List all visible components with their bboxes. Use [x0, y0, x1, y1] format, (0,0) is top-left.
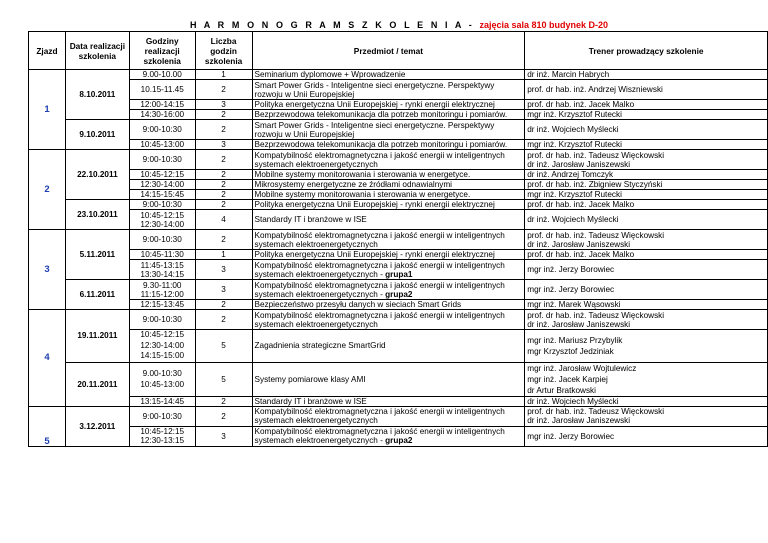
subject-cell: Kompatybilność elektromagnetyczna i jakość energii w inteligentnych systemach elektroenergetycznych - grupa2 — [252, 280, 525, 300]
table-row — [29, 330, 768, 363]
hours-cell: 9.00-10.00 — [129, 70, 195, 80]
count-cell: 3 — [195, 100, 252, 110]
trainer-cell: prof. dr hab. inż. Tadeusz Więckowski dr inż. Jarosław Janiszewski — [525, 150, 768, 170]
table-row — [29, 110, 768, 120]
count-cell: 1 — [195, 70, 252, 80]
count-cell: 2 — [195, 180, 252, 190]
subject-cell: Mobilne systemy monitorowania i sterowania w energetyce. — [252, 170, 525, 180]
hours-cell: 9:00-10:30 — [129, 150, 195, 170]
trainer-cell: dr inż. Wojciech Myślecki — [525, 210, 768, 230]
table-row — [29, 180, 768, 190]
count-cell: 4 — [195, 210, 252, 230]
hours-cell: 9.30-11:00 11:15-12:00 — [129, 280, 195, 300]
trainer-cell: mgr inż. Jerzy Borowiec — [525, 426, 768, 446]
table-row — [29, 200, 768, 210]
date-cell: 9.10.2011 — [65, 120, 129, 150]
date-cell: 22.10.2011 — [65, 150, 129, 200]
table-row — [29, 80, 768, 100]
trainer-cell: mgr inż. Krzysztof Rutecki — [525, 110, 768, 120]
table-row — [29, 210, 768, 230]
schedule-table — [28, 31, 768, 447]
trainer-cell: prof. dr hab. inż. Jacek Malko — [525, 200, 768, 210]
trainer-cell: prof. dr hab. inż. Tadeusz Więckowski dr inż. Jarosław Janiszewski — [525, 310, 768, 330]
count-cell: 3 — [195, 260, 252, 280]
subject-cell: Kompatybilność elektromagnetyczna i jakość energii w inteligentnych systemach elektroenergetycznych — [252, 310, 525, 330]
table-row — [29, 406, 768, 426]
hours-cell: 9:00-10:30 — [129, 200, 195, 210]
title-main: H A R M O N O G R A M S Z K O L E N I A - — [189, 20, 480, 30]
header-zjazd: Zjazd — [29, 32, 66, 70]
zjazd-number: 1 — [29, 70, 66, 150]
trainer-cell: dr inż. Wojciech Myślecki — [525, 396, 768, 406]
subject-cell: Smart Power Grids - Inteligentne sieci energetyczne. Perspektywy rozwoju w Unii Europejskiej — [252, 80, 525, 100]
count-cell: 2 — [195, 120, 252, 140]
subject-cell: Zagadnienia strategiczne SmartGrid — [252, 330, 525, 363]
subject-cell: Kompatybilność elektromagnetyczna i jakość energii w inteligentnych systemach elektroenergetycznych - grupa1 — [252, 260, 525, 280]
subject-cell: Standardy IT i branżowe w ISE — [252, 396, 525, 406]
zjazd-number: 3 — [29, 230, 66, 310]
trainer-cell: dr inż. Wojciech Myślecki — [525, 120, 768, 140]
count-cell: 2 — [195, 200, 252, 210]
subject-cell: Seminarium dyplomowe + Wprowadzenie — [252, 70, 525, 80]
table-row — [29, 100, 768, 110]
hours-cell: 10:45-12:15 12:30-14:00 14:15-15:00 — [129, 330, 195, 363]
trainer-cell: prof. dr hab. inż. Andrzej Wiszniewski — [525, 80, 768, 100]
date-cell: 19.11.2011 — [65, 310, 129, 363]
subject-cell: Smart Power Grids - Inteligentne sieci energetyczne. Perspektywy rozwoju w Unii Europejskiej — [252, 120, 525, 140]
trainer-cell: mgr inż. Jarosław Wojtulewicz mgr inż. Jacek Karpiej dr Artur Bratkowski — [525, 362, 768, 396]
trainer-cell: prof. dr hab. inż. Zbigniew Styczyński — [525, 180, 768, 190]
hours-cell: 10:45-12:15 — [129, 170, 195, 180]
subject-cell: Bezprzewodowa telekomunikacja dla potrzeb monitoringu i pomiarów. — [252, 140, 525, 150]
hours-cell: 13:15-14:45 — [129, 396, 195, 406]
count-cell: 2 — [195, 150, 252, 170]
hours-cell: 11:45-13:15 13:30-14:15 — [129, 260, 195, 280]
table-row — [29, 300, 768, 310]
table-row — [29, 260, 768, 280]
table-row — [29, 190, 768, 200]
count-cell: 2 — [195, 300, 252, 310]
hours-cell: 10:45-12:15 12:30-14:00 — [129, 210, 195, 230]
subject-cell: Mikrosystemy energetyczne ze źródłami odnawialnymi — [252, 180, 525, 190]
hours-cell: 14:15-15:45 — [129, 190, 195, 200]
zjazd-number: 4 — [29, 310, 66, 407]
table-row — [29, 140, 768, 150]
title-location: zajęcia sala 810 budynek D-20 — [479, 20, 609, 30]
date-cell: 3.12.2011 — [65, 406, 129, 446]
header-row — [29, 32, 768, 70]
hours-cell: 9:00-10:30 — [129, 230, 195, 250]
trainer-cell: mgr inż. Marek Wąsowski — [525, 300, 768, 310]
hours-cell: 9:00-10:30 — [129, 406, 195, 426]
count-cell: 5 — [195, 362, 252, 396]
trainer-cell: prof. dr hab. inż. Tadeusz Więckowski dr inż. Jarosław Janiszewski — [525, 230, 768, 250]
count-cell: 3 — [195, 280, 252, 300]
table-row — [29, 170, 768, 180]
hours-cell: 12:30-14:00 — [129, 180, 195, 190]
trainer-cell: mgr inż. Jerzy Borowiec — [525, 260, 768, 280]
table-row — [29, 120, 768, 140]
hours-cell: 10.15-11.45 — [129, 80, 195, 100]
count-cell: 1 — [195, 250, 252, 260]
page-title — [28, 20, 768, 30]
trainer-cell: dr inż. Marcin Habrych — [525, 70, 768, 80]
header-data: Data realizacji szkolenia — [65, 32, 129, 70]
hours-cell: 9.00-10:30 10:45-13:00 — [129, 362, 195, 396]
date-cell: 20.11.2011 — [65, 362, 129, 406]
count-cell: 2 — [195, 110, 252, 120]
subject-cell: Bezprzewodowa telekomunikacja dla potrzeb monitoringu i pomiarów. — [252, 110, 525, 120]
count-cell: 5 — [195, 330, 252, 363]
table-row — [29, 396, 768, 406]
subject-cell: Kompatybilność elektromagnetyczna i jakość energii w inteligentnych systemach elektroenergetycznych — [252, 150, 525, 170]
table-row — [29, 280, 768, 300]
header-trener: Trener prowadzący szkolenie — [525, 32, 768, 70]
subject-cell: Kompatybilność elektromagnetyczna i jakość energii w inteligentnych systemach elektroenergetycznych - grupa2 — [252, 426, 525, 446]
trainer-cell: prof. dr hab. inż. Jacek Malko — [525, 250, 768, 260]
header-przedmiot: Przedmiot / temat — [252, 32, 525, 70]
trainer-cell: mgr inż. Krzysztof Rutecki — [525, 140, 768, 150]
table-row — [29, 70, 768, 80]
subject-cell: Polityka energetyczna Unii Europejskiej - rynki energii elektrycznej — [252, 250, 525, 260]
table-row — [29, 362, 768, 396]
table-row — [29, 250, 768, 260]
date-cell: 23.10.2011 — [65, 200, 129, 230]
count-cell: 2 — [195, 190, 252, 200]
count-cell: 2 — [195, 230, 252, 250]
hours-cell: 9:00-10:30 — [129, 120, 195, 140]
count-cell: 2 — [195, 170, 252, 180]
table-row — [29, 426, 768, 446]
table-row — [29, 230, 768, 250]
count-cell: 3 — [195, 426, 252, 446]
header-godziny: Godziny realizacji szkolenia — [129, 32, 195, 70]
trainer-cell: mgr inż. Krzysztof Rutecki — [525, 190, 768, 200]
trainer-cell: mgr inż. Mariusz Przybylik mgr Krzysztof Jedziniak — [525, 330, 768, 363]
subject-cell: Standardy IT i branżowe w ISE — [252, 210, 525, 230]
trainer-cell: prof. dr hab. inż. Tadeusz Więckowski dr inż. Jarosław Janiszewski — [525, 406, 768, 426]
hours-cell: 10:45-12:15 12:30-13:15 — [129, 426, 195, 446]
count-cell: 2 — [195, 310, 252, 330]
subject-cell: Polityka energetyczna Unii Europejskiej - rynki energii elektrycznej — [252, 200, 525, 210]
count-cell: 2 — [195, 406, 252, 426]
zjazd-number: 5 — [29, 406, 66, 446]
date-cell: 8.10.2011 — [65, 70, 129, 120]
subject-cell: Systemy pomiarowe klasy AMI — [252, 362, 525, 396]
subject-cell: Bezpieczeństwo przesyłu danych w sieciach Smart Grids — [252, 300, 525, 310]
subject-cell: Kompatybilność elektromagnetyczna i jakość energii w inteligentnych systemach elektroenergetycznych — [252, 406, 525, 426]
header-liczba: Liczba godzin szkolenia — [195, 32, 252, 70]
hours-cell: 12:15-13:45 — [129, 300, 195, 310]
hours-cell: 9:00-10:30 — [129, 310, 195, 330]
trainer-cell: dr inż. Andrzej Tomczyk — [525, 170, 768, 180]
trainer-cell: mgr inż. Jerzy Borowiec — [525, 280, 768, 300]
date-cell: 6.11.2011 — [65, 280, 129, 310]
count-cell: 3 — [195, 140, 252, 150]
subject-cell: Polityka energetyczna Unii Europejskiej - rynki energii elektrycznej — [252, 100, 525, 110]
subject-cell: Kompatybilność elektromagnetyczna i jakość energii w inteligentnych systemach elektroenergetycznych — [252, 230, 525, 250]
hours-cell: 10:45-13:00 — [129, 140, 195, 150]
trainer-cell: prof. dr hab. inż. Jacek Malko — [525, 100, 768, 110]
table-row — [29, 150, 768, 170]
hours-cell: 14:30-16:00 — [129, 110, 195, 120]
subject-cell: Mobilne systemy monitorowania i sterowania w energetyce. — [252, 190, 525, 200]
hours-cell: 12:00-14:15 — [129, 100, 195, 110]
date-cell: 5.11.2011 — [65, 230, 129, 280]
hours-cell: 10:45-11:30 — [129, 250, 195, 260]
count-cell: 2 — [195, 396, 252, 406]
table-row — [29, 310, 768, 330]
zjazd-number: 2 — [29, 150, 66, 230]
count-cell: 2 — [195, 80, 252, 100]
